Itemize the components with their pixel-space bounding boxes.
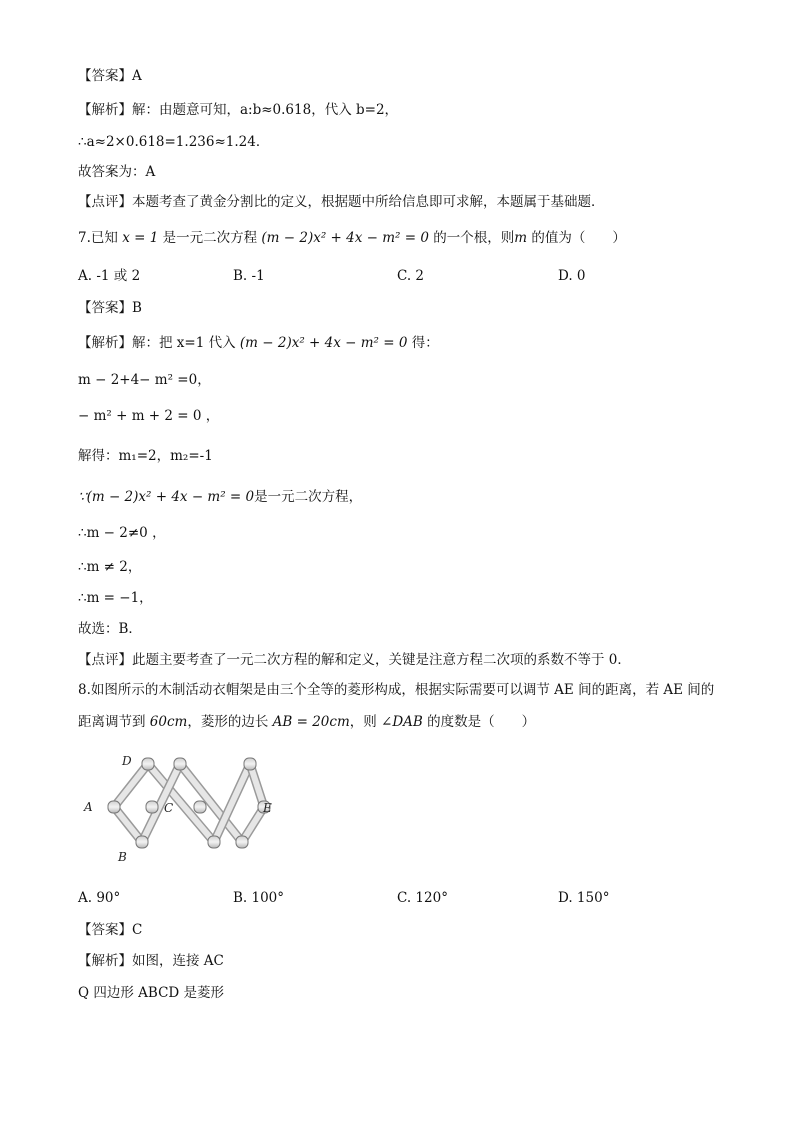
q7-step4-equation: ∵(m − 2)x² + 4x − m² = 0: [78, 489, 255, 505]
q7-answer: 【答案】B: [78, 300, 142, 316]
q7-analysis-line1: [78, 333, 439, 353]
q8-answer: 【答案】C: [78, 922, 143, 938]
q8-analysis-line2: Q 四边形 ABCD 是菱形: [78, 985, 225, 1001]
q8-stem-text: ，则: [349, 714, 377, 730]
q6-analysis-line2: ∴a≈2×0.618=1.236≈1.24．: [78, 134, 270, 150]
q7-stem: [78, 228, 626, 248]
q7-analysis-equation: (m − 2)x² + 4x − m² = 0: [239, 335, 408, 351]
q8-stem-distance: 60cm: [149, 714, 188, 730]
q7-final-answer: 故选：B．: [78, 621, 142, 637]
q8-stem-text: ，菱形的边长: [187, 714, 269, 730]
q7-stem-x: x = 1: [122, 230, 159, 246]
q8-stem-text: 距离调节到: [78, 714, 146, 730]
q7-step3: 解得：m₁=2，m₂=-1: [78, 448, 213, 464]
q7-stem-part: 的一个根，则: [433, 230, 515, 246]
q7-step2: − m² + m + 2 = 0 ，: [78, 408, 220, 424]
q8-option-b: B. 100°: [233, 890, 285, 906]
q7-stem-part: 7.已知: [78, 230, 118, 246]
q7-option-c: C. 2: [397, 268, 425, 284]
q7-stem-equation: (m − 2)x² + 4x − m² = 0: [261, 230, 429, 246]
q7-step5: ∴m − 2≠0 ，: [78, 525, 166, 541]
q8-stem-text: 的度数是（ ）: [427, 714, 536, 730]
q8-analysis-line1: 【解析】如图，连接 AC: [78, 953, 224, 969]
coat-rack-figure: [82, 750, 292, 865]
q8-stem-line2: [78, 712, 535, 732]
q7-comment: 【点评】此题主要考查了一元二次方程的解和定义，关键是注意方程二次项的系数不等于 0．: [78, 652, 631, 668]
q8-option-c: C. 120°: [397, 890, 448, 906]
q6-analysis-line1: 【解析】解：由题意可知，a:b≈0.618，代入 b=2，: [78, 102, 399, 118]
q8-stem-angle: ∠DAB: [381, 714, 423, 730]
q7-option-a: A. -1 或 2: [78, 268, 141, 284]
figure-label-b: B: [118, 850, 127, 864]
q8-stem-side: AB = 20cm: [272, 714, 350, 730]
figure-label-e: E: [263, 801, 272, 815]
q8-option-a: A. 90°: [78, 890, 121, 906]
q7-analysis-text: 得：: [411, 335, 439, 351]
q6-comment: 【点评】本题考查了黄金分割比的定义，根据题中所给信息即可求解，本题属于基础题．: [78, 194, 605, 210]
q7-step7: ∴m = −1，: [78, 590, 153, 606]
figure-label-d: D: [122, 754, 132, 768]
q7-step6: ∴m ≠ 2，: [78, 559, 142, 575]
q7-step4-text: 是一元二次方程，: [254, 489, 363, 505]
q6-final-answer: 故答案为：A: [78, 164, 156, 180]
q7-stem-m: m: [514, 230, 528, 246]
q8-option-d: D. 150°: [558, 890, 610, 906]
q7-step4: [78, 487, 362, 507]
rack-rods: [114, 764, 264, 842]
q8-stem-line1: 8.如图所示的木制活动衣帽架是由三个全等的菱形构成，根据实际需要可以调节 AE 间的距离，若 AE 间的: [78, 682, 715, 698]
figure-label-c: C: [164, 801, 174, 815]
q7-step1: m − 2+4− m² =0，: [78, 372, 211, 388]
q7-stem-part: 的值为（ ）: [531, 230, 626, 246]
q7-option-d: D. 0: [558, 268, 586, 284]
q7-stem-part: 是一元二次方程: [162, 230, 258, 246]
figure-label-a: A: [84, 800, 93, 814]
q7-option-b: B. -1: [233, 268, 265, 284]
q6-answer: 【答案】A: [78, 68, 142, 84]
q7-analysis-text: 【解析】解：把 x=1 代入: [78, 335, 236, 351]
